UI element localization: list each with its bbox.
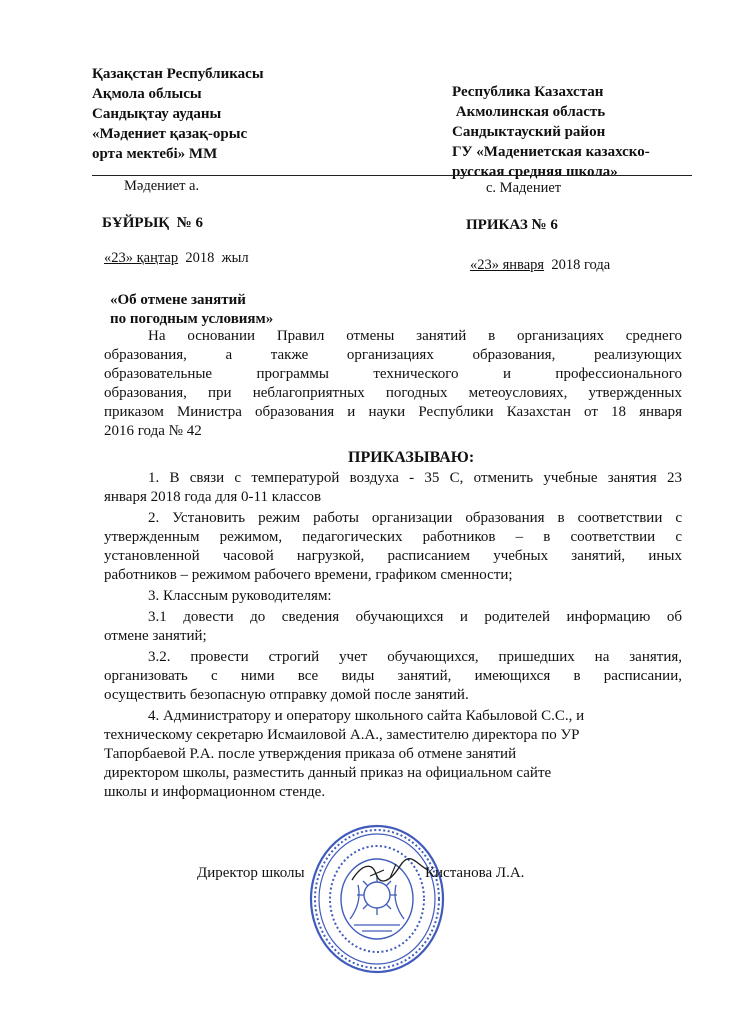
place-left: Мәдениет а. — [124, 178, 200, 194]
header-right-line: русская средняя школа» — [452, 164, 618, 180]
order-date-ru — [470, 257, 610, 274]
subject-line: по погодным условиям» — [110, 311, 274, 327]
header-left-org — [92, 64, 264, 164]
header-right-line: Акмолинская область — [452, 104, 606, 120]
date-day-month-ru: «23» января — [470, 257, 545, 273]
item3-1-line: отмене занятий; — [104, 628, 207, 644]
item2-line: работников – режимом рабочего времени, графиком сменности; — [104, 567, 513, 583]
item3-1-line: 3.1 довести до сведения обучающихся и родителей информацию об — [148, 609, 682, 625]
item3-2-line: 3.2. провести строгий учет обучающихся, пришедших на занятия, — [148, 649, 682, 665]
header-left-line: Сандықтау ауданы — [92, 106, 222, 122]
item4-line: Тапорбаевой Р.А. после утверждения приказа об отмене занятий — [104, 746, 517, 762]
item4-line: школы и информационном стенде. — [104, 784, 326, 800]
official-seal — [308, 823, 446, 975]
preamble-line: На основании Правил отмены занятий в организациях среднего — [148, 328, 682, 344]
header-right-line: ГУ «Мадениетская казахско- — [452, 144, 650, 160]
header-right-line: Сандыктауский район — [452, 124, 606, 140]
subject-line: «Об отмене занятий — [110, 292, 246, 308]
header-divider — [92, 175, 692, 176]
item1-line: 1. В связи с температурой воздуха - 35 С, отменить учебные занятия 23 — [148, 470, 682, 486]
preamble-line: 2016 года № 42 — [104, 423, 202, 439]
item3-2-line: осуществить безопасную отправку домой после занятий. — [104, 687, 469, 703]
item4-line: 4. Администратору и оператору школьного сайта Кабыловой С.С., и — [148, 708, 585, 724]
order-title-ru: ПРИКАЗ № 6 — [466, 217, 558, 233]
item4-line: техническому секретарю Исмаиловой А.А., заместителю директора по УР — [104, 727, 580, 743]
date-year-kz: 2018 жыл — [178, 250, 249, 266]
place-right: с. Мадениет — [486, 180, 562, 196]
item1-line: января 2018 года для 0-11 классов — [104, 489, 322, 505]
header-left-line: «Мәдениет қазақ-орыс — [92, 126, 248, 142]
preamble-paragraph — [104, 327, 682, 441]
order-title-kz: БҰЙРЫҚ № 6 — [102, 215, 204, 231]
item3-2-line: организовать с ними все виды занятий, имеющихся в расписании, — [104, 668, 682, 684]
order-items — [104, 469, 682, 802]
signature-role: Директор школы — [197, 865, 305, 881]
handwritten-signature — [350, 858, 430, 888]
date-day-month-kz: «23» қаңтар — [104, 250, 179, 266]
orders-heading: ПРИКАЗЫВАЮ: — [348, 449, 475, 466]
preamble-line: приказом Министра образования и науки Республики Казахстан от 18 января — [104, 404, 682, 420]
item4-line: директором школы, разместить данный приказ на официальном сайте — [104, 765, 552, 781]
item2-line: установленной часовой нагрузкой, расписанием учебных занятий, иных — [104, 548, 682, 564]
order-date-kz — [104, 250, 249, 267]
header-left-line: Қазақстан Республикасы — [92, 66, 264, 82]
preamble-line: образования, а также организациях образования, реализующих — [104, 347, 682, 363]
signature-name: Кистанова Л.А. — [425, 865, 525, 881]
item2-line: 2. Установить режим работы организации образования в соответствии с — [148, 510, 682, 526]
preamble-line: образования, при неблагоприятных погодных метеоусловиях, утвержденных — [104, 385, 682, 401]
preamble-line: образовательные программы технического и профессионального — [104, 366, 682, 382]
item2-line: утвержденным режимом, педагогических работников – в соответствии с — [104, 529, 682, 545]
header-right-org — [452, 82, 650, 182]
date-year-ru: 2018 года — [544, 257, 611, 273]
header-right-line: Республика Казахстан — [452, 84, 604, 100]
seal-middle-ring — [319, 834, 435, 964]
header-left-line: Ақмола облысы — [92, 86, 202, 102]
order-subject — [110, 291, 273, 329]
item3-line: 3. Классным руководителям: — [148, 588, 332, 604]
header-left-line: орта мектебі» ММ — [92, 146, 218, 162]
